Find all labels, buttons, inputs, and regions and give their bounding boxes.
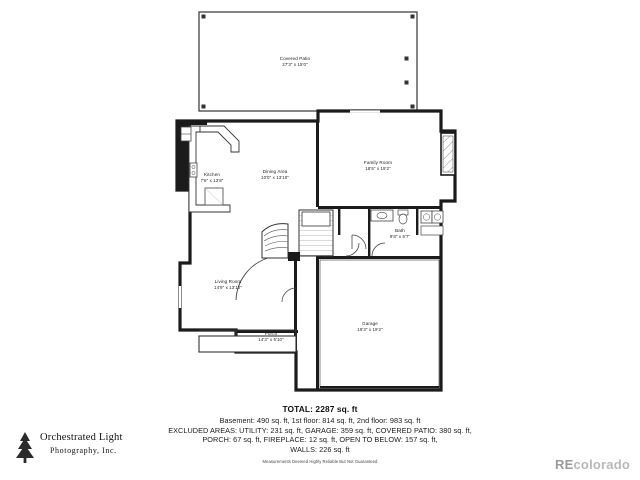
watermark-suffix: colorado	[573, 457, 630, 472]
room-name: Dining Area	[262, 168, 288, 174]
room-dimensions: 7'6" x 13'8"	[200, 178, 224, 184]
tree-logo-icon	[12, 430, 38, 464]
brand-name: Orchestrated Light	[40, 432, 123, 443]
photographer-branding	[10, 424, 160, 470]
room-label-porch	[258, 331, 283, 343]
room-name: Covered Patio	[279, 55, 311, 61]
watermark-prefix: RE	[555, 457, 574, 472]
fireplace	[441, 133, 455, 175]
room-name: Bath	[395, 227, 405, 233]
room-label-family-room	[364, 160, 392, 172]
room-label-kitchen	[201, 172, 224, 184]
excluded-areas-line-2: PORCH: 67 sq. ft, FIREPLACE: 12 sq. ft, OPEN TO BELOW: 157 sq. ft,	[202, 435, 438, 445]
room-label-bath	[390, 228, 410, 240]
laundry-appliances	[421, 211, 443, 235]
room-name: Kitchen	[203, 171, 221, 177]
brand-subtitle: Photography, Inc.	[50, 446, 117, 455]
room-dimensions: 9'8" x 5'7"	[389, 234, 411, 240]
room-dimensions: 19'3" x 19'2"	[357, 327, 383, 333]
room-label-living-room	[214, 279, 242, 291]
room-label-garage	[357, 321, 382, 333]
recolorado-watermark	[555, 457, 630, 472]
room-label-dining-area	[261, 169, 289, 181]
room-label-covered-patio	[280, 56, 310, 68]
room-dimensions: 14'9" x 13'10"	[214, 285, 242, 291]
floor-breakdown-line: Basement: 490 sq. ft, 1st floor: 814 sq. ft, 2nd floor: 983 sq. ft	[219, 416, 421, 425]
room-dimensions: 18'5" x 19'2"	[365, 166, 391, 172]
measurement-disclaimer: Measurements Deemed Highly Reliable But Not Guaranteed	[262, 458, 378, 464]
excluded-areas-line-3: WALLS: 226 sq. ft	[290, 444, 350, 454]
room-name: Family Room	[363, 159, 393, 165]
room-name: Porch	[264, 330, 278, 336]
excluded-areas-line-1: EXCLUDED AREAS: UTILITY: 231 sq. ft, GARAGE: 359 sq. ft, COVERED PATIO: 380 sq. ft,	[168, 425, 472, 435]
room-dimensions: 27'3" x 15'0"	[282, 62, 308, 68]
room-dimensions: 10'0" x 13'10"	[261, 175, 289, 181]
room-name: Living Room	[214, 278, 242, 284]
room-dimensions: 14'3" x 5'10"	[258, 337, 284, 343]
total-sqft: TOTAL: 2287 sq. ft	[282, 404, 358, 414]
room-name: Garage	[362, 320, 378, 326]
